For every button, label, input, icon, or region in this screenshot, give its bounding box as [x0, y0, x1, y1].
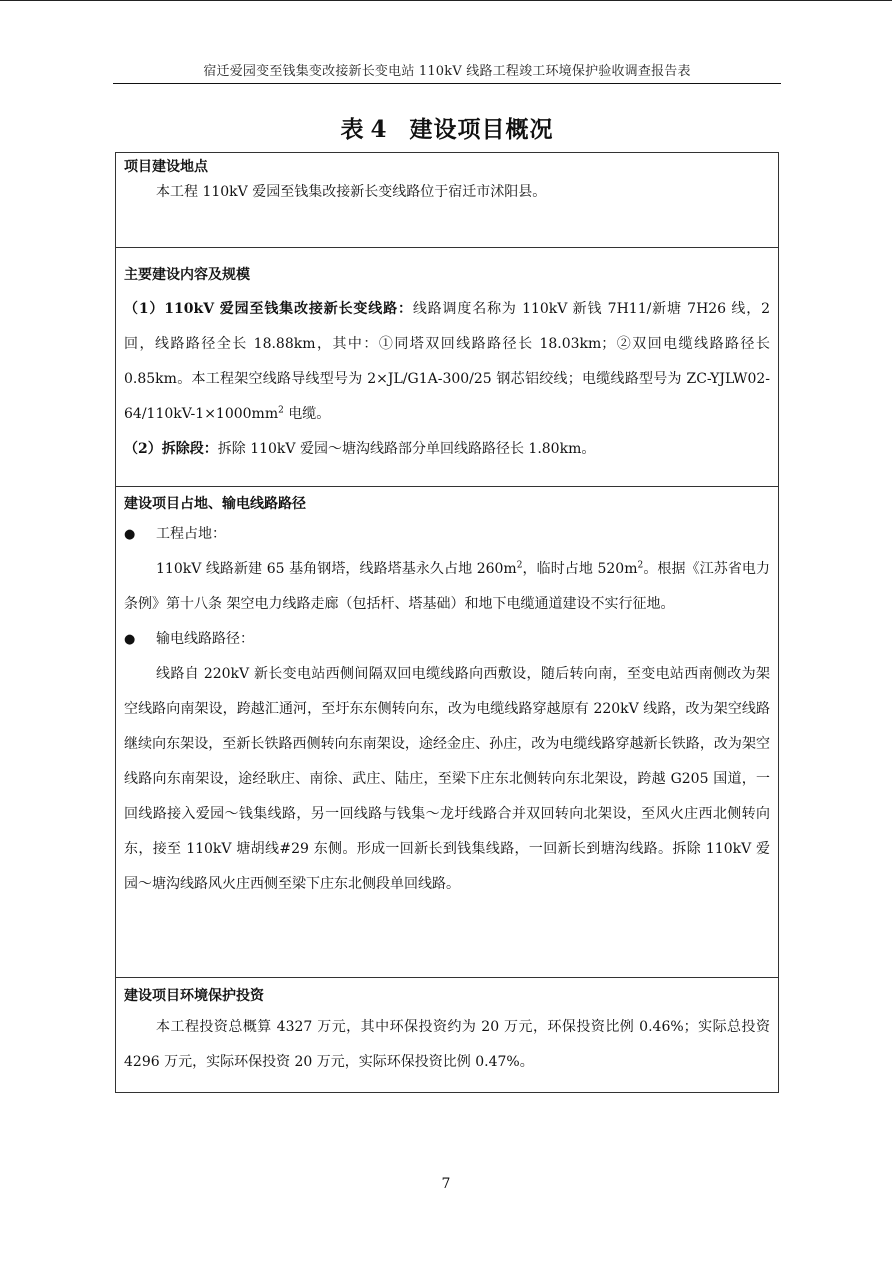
- project-overview-table: [115, 152, 779, 1093]
- landuse-title: 建设项目占地、输电线路路径: [124, 496, 306, 512]
- content-item-2: [124, 432, 770, 467]
- cell-content: [116, 248, 779, 487]
- page-number: 7: [441, 1176, 451, 1192]
- content-item-1-label: （1）110kV 爱园至钱集改接新长变线路：: [124, 301, 413, 317]
- content-title: 主要建设内容及规模: [124, 267, 250, 283]
- content-item-2-text: 拆除 110kV 爱园～塘沟线路部分单回线路路径长 1.80km。: [217, 441, 596, 457]
- route-paragraph: 线路自 220kV 新长变电站西侧间隔双回电缆线路向西敷设，随后转向南，至变电站西南侧改为架空线路向南架设，跨越汇通河，至圩东东侧转向东，改为电缆线路穿越原有 220kV 线路，改为架空线路继续向东架设，至新长铁路西侧转向东南架设，途经金庄、孙庄，改为电缆线路穿越新长铁路，改为架空线路向东南架设，途经耿庄、南徐、武庄、陆庄，至梁下庄东北侧转向东北架设，跨越 G205 国道，一回线路接入爱园～钱集线路，另一回线路与钱集～龙圩线路合并双回转向北架设，至风火庄西北侧转向东，接至 110kV 塘胡线#29 东侧。形成一回新长到钱集线路，一回新长到塘沟线路。拆除 110kV 爱园～塘沟线路风火庄西侧至梁下庄东北侧段单回线路。: [124, 666, 770, 892]
- landuse-bullet-1-text: 工程占地：: [156, 526, 226, 542]
- landuse-p1-b: ，临时占地 520m: [522, 561, 638, 577]
- landuse-bullet-1: [124, 517, 770, 552]
- row-content: [116, 248, 779, 487]
- content-item-2-label: （2）拆除段：: [124, 441, 218, 457]
- running-header: 宿迁爱园变至钱集变改接新长变电站 110kV 线路工程竣工环境保护验收调查报告表: [113, 62, 781, 84]
- row-investment: [116, 978, 779, 1093]
- top-border-line: [0, 0, 892, 1]
- table-title-text: 建设项目概况: [409, 116, 554, 143]
- bullet-dot-icon: ●: [124, 527, 136, 542]
- table-title-number: 4: [370, 116, 388, 143]
- cell-investment: [116, 978, 779, 1093]
- bullet-dot-icon: ●: [124, 632, 136, 647]
- landuse-p1-a: 110kV 线路新建 65 基角钢塔，线路塔基永久占地 260m: [156, 561, 517, 577]
- table-title-prefix: 表: [340, 116, 365, 143]
- landuse-p1-c: 。根据《江苏省电力条例》第十八条 架空电力线路走廊（包括杆、塔基础）和地下电缆通道建设不实行征地。: [124, 561, 770, 612]
- content-item-1-sup: 2: [278, 405, 284, 416]
- landuse-p1-sup1: 2: [516, 560, 523, 571]
- row-location: [116, 153, 779, 248]
- investment-text: 本工程投资总概算 4327 万元，其中环保投资约为 20 万元，环保投资比例 0.46%；实际总投资 4296 万元，实际环保投资 20 万元，实际环保投资比例 0.47%。: [124, 1019, 770, 1070]
- content-item-1-text: 线路调度名称为 110kV 新钱 7H11/新塘 7H26 线，2 回，线路路径全长 18.88km，其中：①同塔双回线路路径长 18.03km；②双回电缆线路路径长 0.85km。本工程架空线路导线型号为 2×JL/G1A-300/25 钢芯铝绞线；电缆线路型号为 ZC-YJLW02-64/110kV-1×1000mm: [124, 301, 770, 422]
- cell-landuse: [116, 487, 779, 978]
- landuse-paragraph-1: [124, 552, 770, 622]
- landuse-p1-sup2: 2: [637, 560, 644, 571]
- location-title: 项目建设地点: [124, 159, 208, 175]
- table-title: [113, 111, 781, 144]
- landuse-bullet-2: [124, 622, 770, 657]
- content-item-1-tail: 电缆。: [283, 406, 331, 422]
- content-item-1: [124, 292, 770, 432]
- location-text: 本工程 110kV 爱园至钱集改接新长变线路位于宿迁市沭阳县。: [156, 184, 547, 200]
- cell-location: [116, 153, 779, 248]
- investment-title: 建设项目环境保护投资: [124, 988, 264, 1004]
- row-landuse: [116, 487, 779, 978]
- landuse-bullet-2-text: 输电线路路径：: [156, 631, 254, 647]
